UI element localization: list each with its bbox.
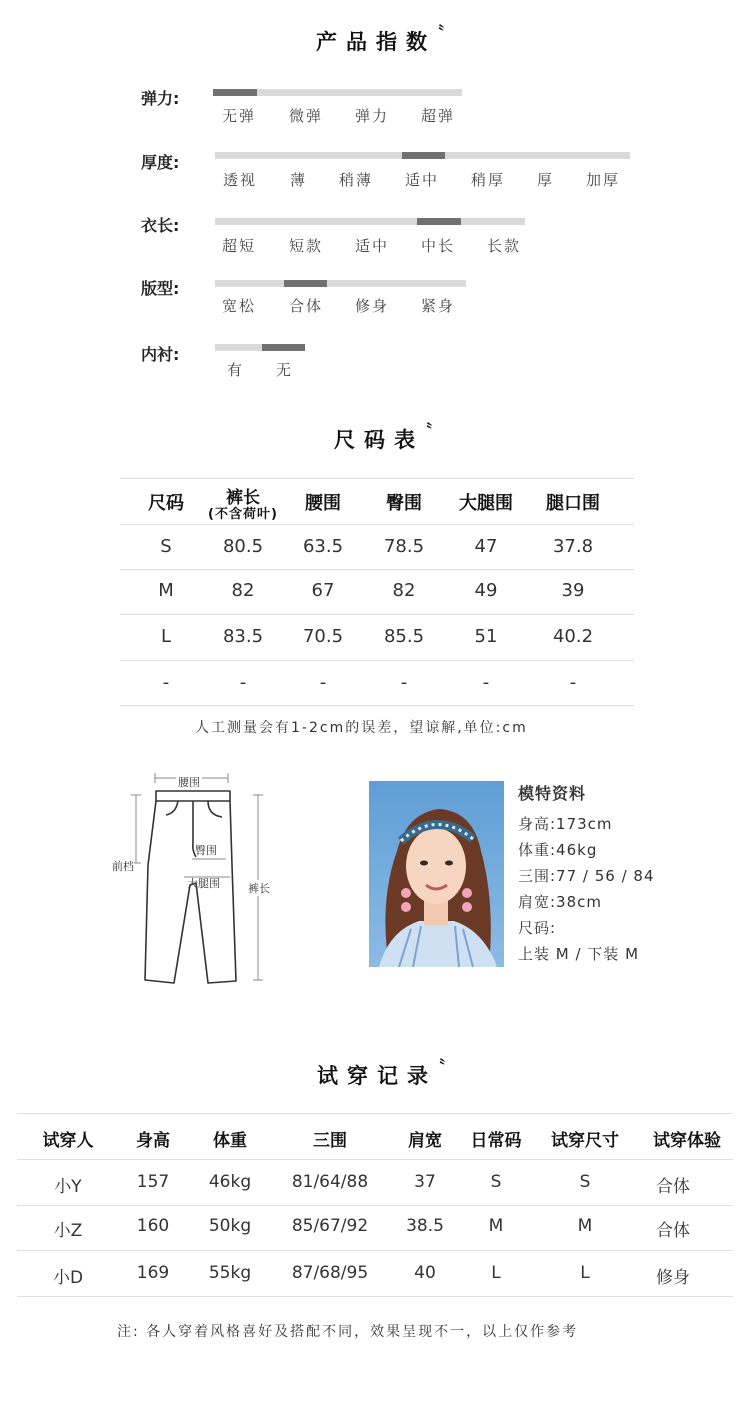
length-bar-fill bbox=[417, 218, 461, 225]
elasticity-bar bbox=[213, 89, 462, 96]
elasticity-option: 弹力 bbox=[355, 107, 390, 125]
tryon-cell: 46kg bbox=[208, 1172, 252, 1192]
tryon-cell: S bbox=[579, 1172, 591, 1192]
tryon-header: 身高 bbox=[136, 1131, 170, 1151]
model-size-value: 上装 M / 下装 M bbox=[518, 945, 640, 963]
size-cell: 82 bbox=[231, 580, 255, 601]
model-size-label: 尺码: bbox=[518, 919, 557, 937]
tryon-cell: 修身 bbox=[656, 1268, 690, 1288]
divider bbox=[120, 705, 634, 706]
size-header: 裤长 bbox=[226, 488, 260, 508]
tryon-cell: 38.5 bbox=[406, 1216, 444, 1236]
thigh-label: 大腿围 bbox=[187, 877, 220, 890]
divider bbox=[17, 1113, 733, 1114]
size-cell: 39 bbox=[561, 580, 585, 601]
tryon-cell: 50kg bbox=[208, 1216, 252, 1236]
thickness-bar-fill bbox=[402, 152, 445, 159]
tryon-header: 体重 bbox=[213, 1131, 247, 1151]
model-shoulder: 肩宽:38cm bbox=[518, 893, 602, 911]
tryon-header: 试穿人 bbox=[42, 1131, 94, 1151]
lining-bar-fill bbox=[262, 344, 305, 351]
tryon-cell: M bbox=[577, 1216, 593, 1236]
model-weight: 体重:46kg bbox=[518, 841, 598, 859]
thickness-option: 稍厚 bbox=[471, 171, 506, 189]
divider bbox=[120, 478, 634, 479]
size-cell: M bbox=[158, 580, 174, 601]
attr-label-fit: 版型: bbox=[141, 279, 180, 298]
thickness-option: 薄 bbox=[290, 171, 308, 189]
model-title: 模特资料 bbox=[518, 784, 587, 803]
fit-option: 紧身 bbox=[421, 297, 456, 315]
divider bbox=[17, 1205, 733, 1206]
length-option: 短款 bbox=[289, 237, 324, 255]
divider bbox=[120, 660, 634, 661]
tryon-header: 三围 bbox=[313, 1131, 347, 1151]
divider bbox=[17, 1159, 733, 1160]
thickness-bar bbox=[215, 152, 630, 159]
elasticity-option: 超弹 bbox=[421, 107, 456, 125]
thickness-option: 透视 bbox=[223, 171, 258, 189]
attr-label-elasticity: 弹力: bbox=[141, 89, 180, 108]
size-cell: 83.5 bbox=[222, 626, 264, 647]
tryon-header: 肩宽 bbox=[408, 1131, 442, 1151]
size-cell: S bbox=[160, 536, 172, 557]
fit-option: 合体 bbox=[289, 297, 324, 315]
fit-option: 修身 bbox=[355, 297, 390, 315]
size-cell: 80.5 bbox=[222, 536, 264, 557]
length-bar bbox=[215, 218, 525, 225]
size-cell: 51 bbox=[474, 626, 498, 647]
size-header-sub: (不含荷叶) bbox=[208, 507, 278, 522]
tryon-cell: 160 bbox=[136, 1216, 170, 1236]
tryon-cell: 小Z bbox=[53, 1221, 83, 1241]
fit-bar bbox=[215, 280, 466, 287]
attr-label-length: 衣长: bbox=[141, 216, 180, 235]
size-header: 腿口围 bbox=[546, 493, 600, 514]
tryon-footnote: 注: 各人穿着风格喜好及搭配不同，效果呈现不一，以上仅作参考 bbox=[117, 1324, 579, 1340]
model-height: 身高:173cm bbox=[518, 815, 613, 833]
size-cell: - bbox=[482, 672, 490, 693]
tryon-cell: S bbox=[490, 1172, 502, 1192]
lining-option: 无 bbox=[276, 361, 294, 379]
thickness-option: 适中 bbox=[405, 171, 440, 189]
length-option: 中长 bbox=[421, 237, 456, 255]
size-cell: 67 bbox=[311, 580, 335, 601]
size-cell: 85.5 bbox=[383, 626, 425, 647]
tryon-cell: 169 bbox=[136, 1263, 170, 1283]
size-header: 臀围 bbox=[386, 493, 422, 514]
waist-label: 腰围 bbox=[178, 776, 200, 789]
size-header: 大腿围 bbox=[459, 493, 513, 514]
size-cell: 47 bbox=[474, 536, 498, 557]
divider bbox=[120, 524, 634, 525]
tryon-cell: 小D bbox=[52, 1268, 84, 1288]
length-label: 裤长 bbox=[248, 882, 270, 895]
size-cell: - bbox=[400, 672, 408, 693]
size-cell: L bbox=[160, 626, 172, 647]
tryon-cell: 87/68/95 bbox=[291, 1263, 369, 1283]
tryon-section-title: 试穿记录〝 bbox=[317, 1059, 454, 1088]
tryon-cell: 40 bbox=[414, 1263, 436, 1283]
lining-option: 有 bbox=[227, 361, 245, 379]
thickness-option: 厚 bbox=[537, 171, 555, 189]
size-section-title: 尺码表〝 bbox=[334, 423, 441, 452]
elasticity-option: 微弹 bbox=[289, 107, 324, 125]
thickness-option: 稍薄 bbox=[339, 171, 374, 189]
model-measurements: 三围:77 / 56 / 84 bbox=[518, 867, 655, 885]
size-cell: - bbox=[319, 672, 327, 693]
length-option: 超短 bbox=[222, 237, 257, 255]
index-section-title: 产品指数〝 bbox=[316, 25, 453, 54]
tryon-cell: 55kg bbox=[208, 1263, 252, 1283]
tryon-cell: L bbox=[491, 1263, 501, 1283]
elasticity-option: 无弹 bbox=[222, 107, 257, 125]
tryon-header: 试穿体验 bbox=[653, 1131, 721, 1151]
divider bbox=[17, 1296, 733, 1297]
tryon-cell: 小Y bbox=[54, 1177, 82, 1197]
elasticity-bar-fill bbox=[213, 89, 257, 96]
tryon-cell: 157 bbox=[136, 1172, 170, 1192]
divider bbox=[120, 569, 634, 570]
tryon-cell: L bbox=[580, 1263, 590, 1283]
size-cell: 63.5 bbox=[302, 536, 344, 557]
attr-label-lining: 内衬: bbox=[141, 345, 180, 364]
tryon-cell: 81/64/88 bbox=[291, 1172, 369, 1192]
size-cell: 40.2 bbox=[552, 626, 594, 647]
size-header: 尺码 bbox=[148, 493, 184, 514]
size-header: 腰围 bbox=[305, 493, 341, 514]
length-option: 长款 bbox=[487, 237, 522, 255]
rise-label: 前档 bbox=[112, 860, 134, 873]
tryon-cell: 合体 bbox=[656, 1221, 690, 1241]
size-cell: - bbox=[162, 672, 170, 693]
size-note: 人工测量会有1-2cm的误差，望谅解,单位:cm bbox=[195, 720, 528, 736]
size-cell: 78.5 bbox=[383, 536, 425, 557]
tryon-header: 试穿尺寸 bbox=[551, 1131, 619, 1151]
size-cell: - bbox=[239, 672, 247, 693]
divider bbox=[120, 614, 634, 615]
tryon-cell: 37 bbox=[414, 1172, 436, 1192]
fit-bar-fill bbox=[284, 280, 327, 287]
size-cell: 49 bbox=[474, 580, 498, 601]
length-option: 适中 bbox=[355, 237, 390, 255]
tryon-header: 日常码 bbox=[470, 1131, 522, 1151]
size-cell: 37.8 bbox=[552, 536, 594, 557]
divider bbox=[17, 1250, 733, 1251]
size-cell: 82 bbox=[392, 580, 416, 601]
attr-label-thickness: 厚度: bbox=[141, 153, 180, 172]
tryon-cell: 合体 bbox=[656, 1177, 690, 1197]
hip-label: 臀围 bbox=[195, 844, 217, 857]
tryon-cell: 85/67/92 bbox=[291, 1216, 369, 1236]
thickness-option: 加厚 bbox=[586, 171, 621, 189]
size-cell: - bbox=[569, 672, 577, 693]
tryon-cell: M bbox=[488, 1216, 504, 1236]
model-photo bbox=[369, 781, 504, 967]
fit-option: 宽松 bbox=[222, 297, 257, 315]
lining-bar bbox=[215, 344, 305, 351]
size-cell: 70.5 bbox=[302, 626, 344, 647]
